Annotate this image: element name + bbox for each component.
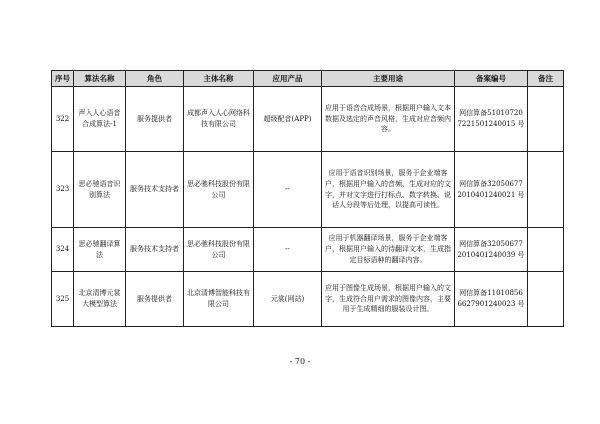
cell-entity-name: 北京清博智能科技有限公司 bbox=[184, 272, 254, 327]
cell-algorithm-name: 北京清博元裳大模型算法 bbox=[74, 272, 126, 327]
page-number: - 70 - bbox=[289, 357, 311, 366]
cell-remarks bbox=[528, 87, 564, 152]
cell-application-product: 超级配音(APP) bbox=[254, 87, 322, 152]
cell-algorithm-name: 思必驰语音识别算法 bbox=[74, 152, 126, 228]
cell-main-usage: 应用于机器翻译场景，服务于企业端客户，根据用户输入的待翻译文本，生成指定目标语种的翻译内容。 bbox=[322, 228, 455, 272]
header-remarks: 备注 bbox=[528, 71, 564, 87]
cell-index: 324 bbox=[52, 228, 74, 272]
header-record-number: 备案编号 bbox=[455, 71, 528, 87]
cell-index: 323 bbox=[52, 152, 74, 228]
cell-algorithm-name: 声入人心语音合成算法-1 bbox=[74, 87, 126, 152]
table-header-row bbox=[52, 71, 564, 87]
cell-remarks bbox=[528, 272, 564, 327]
cell-record-number: 网信算备510107207221501240015 号 bbox=[455, 87, 528, 152]
table-row bbox=[52, 228, 564, 272]
cell-entity-name: 思必驰科技股份有限公司 bbox=[184, 228, 254, 272]
cell-main-usage: 应用于语音合成场景，根据用户输入文本数据及选定的声音风格，生成对应音频内容。 bbox=[322, 87, 455, 152]
cell-role: 服务技术支持者 bbox=[126, 152, 184, 228]
cell-index: 325 bbox=[52, 272, 74, 327]
cell-record-number: 网信算备320506772010401240021 号 bbox=[455, 152, 528, 228]
header-role: 角色 bbox=[126, 71, 184, 87]
table-row bbox=[52, 87, 564, 152]
cell-entity-name: 思必驰科技股份有限公司 bbox=[184, 152, 254, 228]
cell-algorithm-name: 思必驰翻译算法 bbox=[74, 228, 126, 272]
cell-main-usage: 应用于语音识别场景，服务于企业端客户，根据用户输入的音频，生成对应的文字，并对文字进行打标点、数字转换、说话人分段等后处理，以提高可读性。 bbox=[322, 152, 455, 228]
header-application-product: 应用产品 bbox=[254, 71, 322, 87]
cell-index: 322 bbox=[52, 87, 74, 152]
header-main-usage: 主要用途 bbox=[322, 71, 455, 87]
cell-remarks bbox=[528, 152, 564, 228]
cell-entity-name: 成都声入人心网络科技有限公司 bbox=[184, 87, 254, 152]
cell-record-number: 网信算备320506772010401240039 号 bbox=[455, 228, 528, 272]
table-row bbox=[52, 272, 564, 327]
cell-application-product: -- bbox=[254, 152, 322, 228]
cell-role: 服务提供者 bbox=[126, 87, 184, 152]
cell-main-usage: 应用于图像生成场景，根据用户输入的文字，生成符合用户需求的图像内容，主要用于生成精细的服装设计图。 bbox=[322, 272, 455, 327]
cell-record-number: 网信算备110108566627901240023 号 bbox=[455, 272, 528, 327]
header-entity-name: 主体名称 bbox=[184, 71, 254, 87]
cell-role: 服务技术支持者 bbox=[126, 228, 184, 272]
cell-role: 服务提供者 bbox=[126, 272, 184, 327]
cell-remarks bbox=[528, 228, 564, 272]
table-row bbox=[52, 152, 564, 228]
header-index: 序号 bbox=[52, 71, 74, 87]
algorithm-registry-table bbox=[51, 70, 564, 327]
cell-application-product: 元裳(网站) bbox=[254, 272, 322, 327]
header-algorithm-name: 算法名称 bbox=[74, 71, 126, 87]
cell-application-product: -- bbox=[254, 228, 322, 272]
